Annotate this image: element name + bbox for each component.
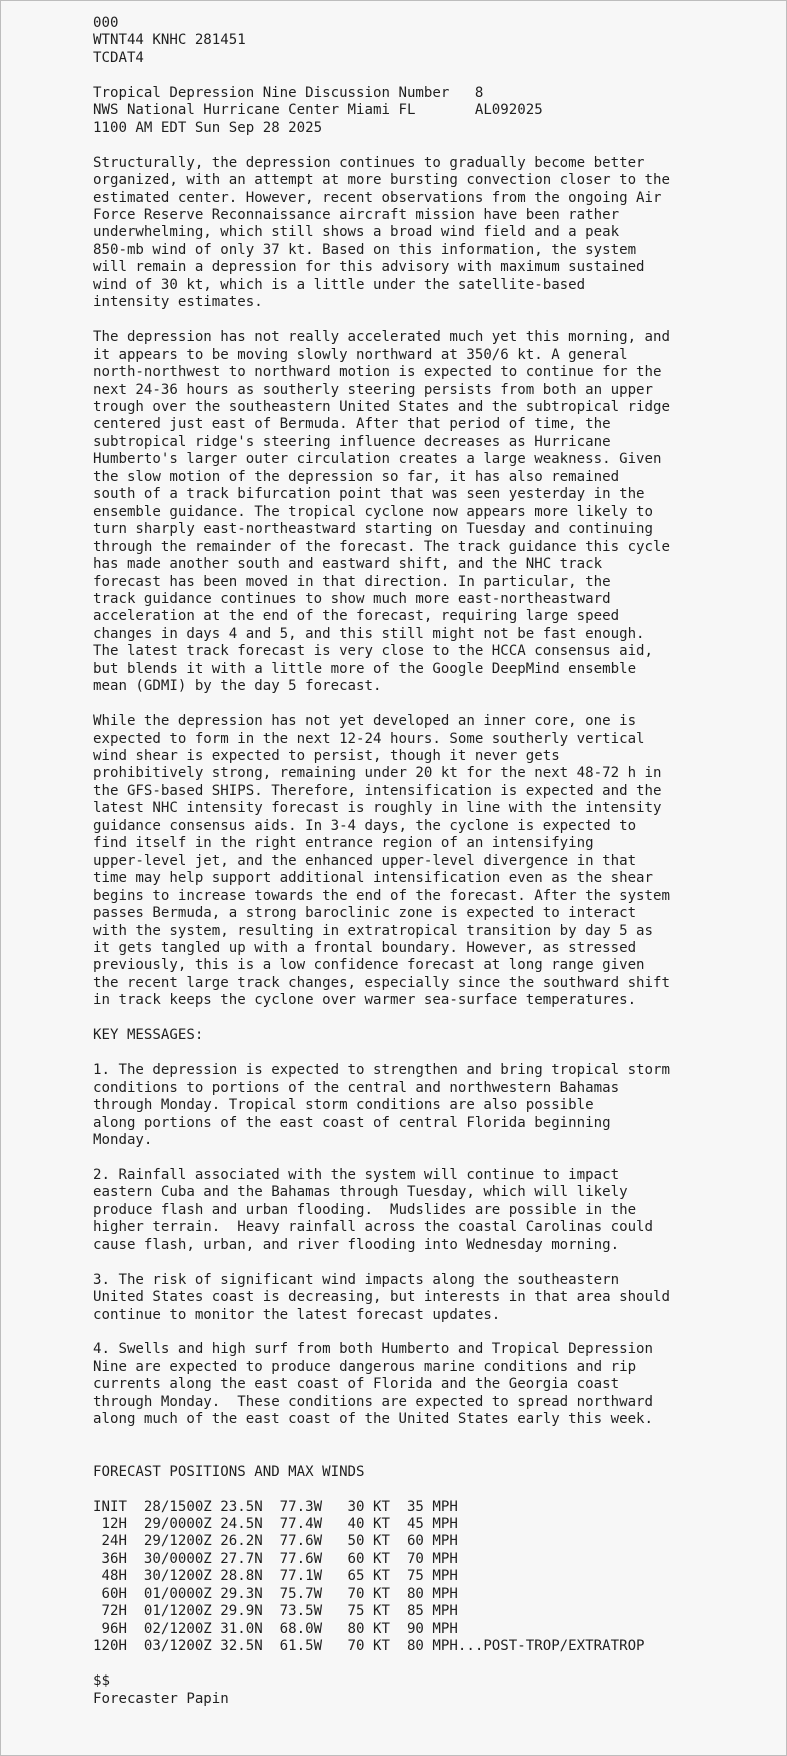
forecast-row: 36H 30/0000Z 27.7N 77.6W 60 KT 70 MPH [93, 1550, 458, 1567]
forecast-row: INIT 28/1500Z 23.5N 77.3W 30 KT 35 MPH [93, 1498, 458, 1515]
forecast-row: 60H 01/0000Z 29.3N 75.7W 70 KT 80 MPH [93, 1585, 458, 1602]
discussion-paragraph-structure: Structurally, the depression continues to gradually become better organized, with an attempt at more bursting convection closer to the estimated center. However, recent observations from the ongoing Air Force Reserve Reconnaissance aircraft mission have been rather underwhelming, which still shows a broad wind field and a peak 850-mb wind of only 37 kt. Based on this information, the system will remain a depression for this advisory with maximum sustained wind of 30 kt, which is a little under the satellite-based intensity estimates. [93, 154, 670, 311]
forecast-heading: FORECAST POSITIONS AND MAX WINDS [93, 1463, 365, 1480]
forecaster-name: Forecaster Papin [93, 1690, 229, 1707]
product-id: TCDAT4 [93, 49, 144, 66]
awips-header: WTNT44 KNHC 281451 [93, 32, 246, 49]
forecast-row: 24H 29/1200Z 26.2N 77.6W 50 KT 60 MPH [93, 1533, 458, 1550]
key-message-4: 4. Swells and high surf from both Humberto and Tropical Depression Nine are expected to produce dangerous marine conditions and rip currents along the east coast of Florida and the Georgia coast through Monday. These conditions are expected to spread northward along much of the east coast of the United States early this week. [93, 1341, 654, 1428]
end-marker: $$ [93, 1673, 110, 1690]
issuance-time: 1100 AM EDT Sun Sep 28 2025 [93, 119, 323, 136]
discussion-paragraph-intensity: While the depression has not yet developed an inner core, one is expected to form in the next 12-24 hours. Some southerly vertical wind shear is expected to persist, though it never gets prohibitively strong, remaining under 20 kt for the next 48-72 h in the GFS-based SHIPS. Therefore, intensification is expected and the latest NHC intensity forecast is roughly in line with the intensity guidance consensus aids. In 3-4 days, the cyclone is expected to find itself in the right entrance region of an intensifying upper-level jet, and the enhanced upper-level divergence in that time may help support additional intensification even as the shear begins to increase towards the end of the forecast. After the system passes Bermuda, a strong baroclinic zone is expected to interact with the system, resulting in extratropical transition by day 5 as it gets tangled up with a frontal boundary. However, as stressed previously, this is a low confidence forecast at long range given the recent large track changes, especially since the southward shift in track keeps the cyclone over warmer sea-surface temperatures. [93, 713, 670, 1009]
forecast-row: 120H 03/1200Z 32.5N 61.5W 70 KT 80 MPH...POST-TROP/EXTRATROP [93, 1638, 645, 1655]
discussion-product[interactable] [1, 1, 786, 1708]
forecast-row: 12H 29/0000Z 24.5N 77.4W 40 KT 45 MPH [93, 1515, 458, 1532]
wmo-line: 000 [93, 15, 119, 31]
key-message-1: 1. The depression is expected to strengthen and bring tropical storm conditions to portions of the central and northwestern Bahamas through Monday. Tropical storm conditions are also possible along portions of the east coast of central Florida beginning Monday. [93, 1062, 670, 1148]
forecast-row: 48H 30/1200Z 28.8N 77.1W 65 KT 75 MPH [93, 1568, 458, 1585]
forecast-row: 96H 02/1200Z 31.0N 68.0W 80 KT 90 MPH [93, 1620, 458, 1637]
key-messages-heading: KEY MESSAGES: [93, 1027, 204, 1044]
key-message-2: 2. Rainfall associated with the system will continue to impact eastern Cuba and the Bahamas through Tuesday, which will likely produce flash and urban flooding. Mudslides are possible in the higher terrain. Heavy rainfall across the coastal Carolinas could cause flash, urban, and river flooding into Wednesday morning. [93, 1166, 654, 1253]
key-message-3: 3. The risk of significant wind impacts along the southeastern United States coast is decreasing, but interests in that area should continue to monitor the latest forecast updates. [93, 1271, 670, 1323]
issuing-office: NWS National Hurricane Center Miami FL AL092025 [93, 102, 543, 119]
discussion-paragraph-track: The depression has not really accelerated much yet this morning, and it appears to be moving slowly northward at 350/6 kt. A general north-northwest to northward motion is expected to continue for the next 24-36 hours as southerly steering persists from both an upper trough over the southeastern United States and the subtropical ridge centered just east of Bermuda. After that period of time, the subtropical ridge's steering influence decreases as Hurricane Humberto's larger outer circulation creates a large weakness. Given the slow motion of the depression so far, it has also remained south of a track bifurcation point that was seen yesterday in the ensemble guidance. The tropical cyclone now appears more likely to turn sharply east-northeastward starting on Tuesday and continuing through the remainder of the forecast. The track guidance this cycle has made another south and eastward shift, and the NHC track forecast has been moved in that direction. In particular, the track guidance continues to show much more east-northeastward acceleration at the end of the forecast, requiring large speed changes in days 4 and 5, and this still might not be fast enough. The latest track forecast is very close to the HCCA consensus aid, but blends it with a little more of the Google DeepMind ensemble mean (GDMI) by the day 5 forecast. [93, 329, 670, 695]
discussion-title: Tropical Depression Nine Discussion Number 8 [93, 84, 484, 101]
forecast-row: 72H 01/1200Z 29.9N 73.5W 75 KT 85 MPH [93, 1603, 458, 1620]
